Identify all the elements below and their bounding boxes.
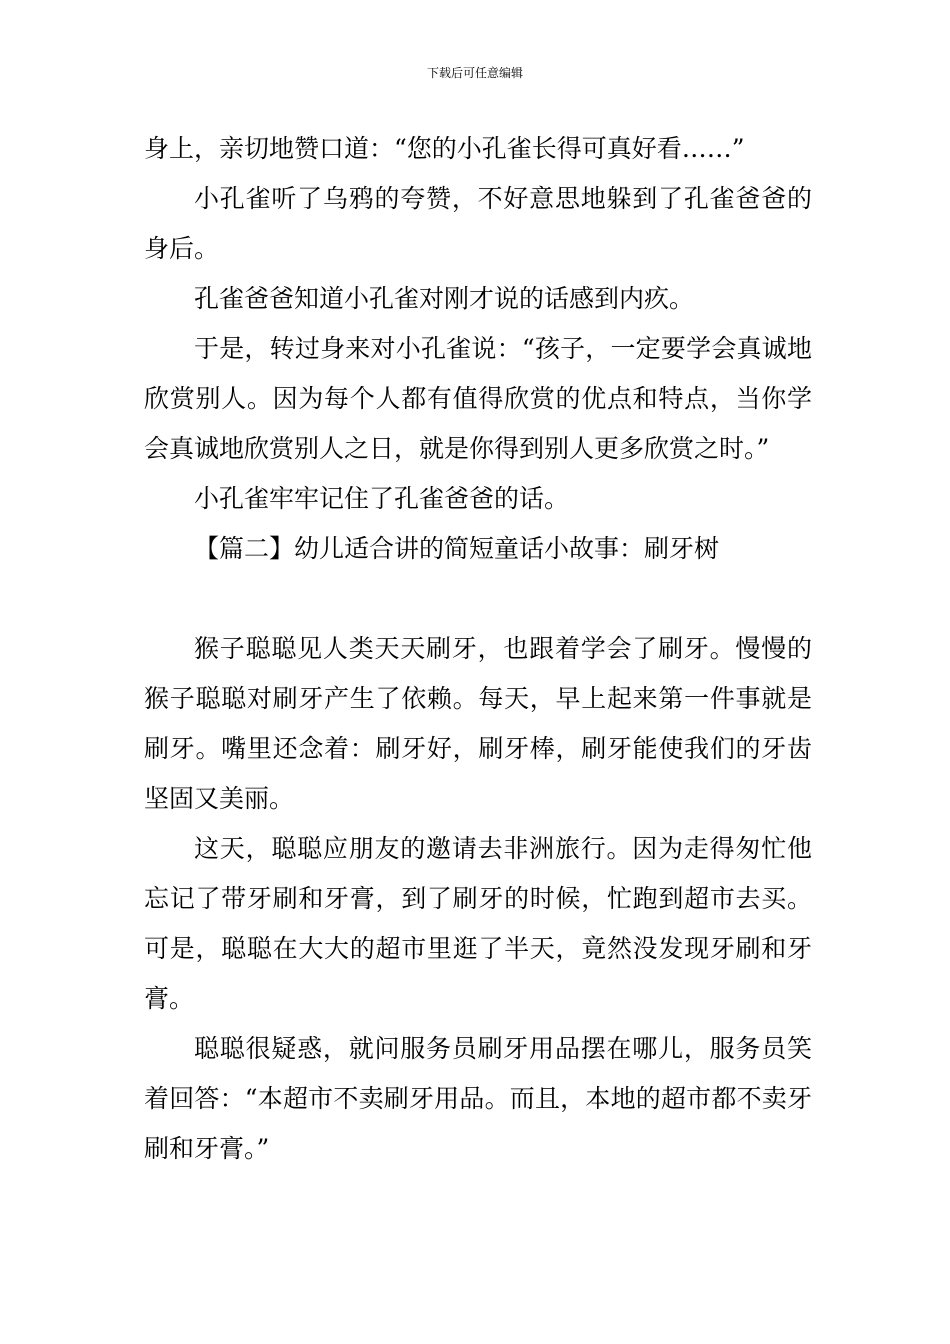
paragraph-1: 身上，亲切地赞口道：“您的小孔雀长得可真好看……” — [144, 134, 745, 163]
paragraph-3: 孔雀爸爸知道小孔雀对刚才说的话感到内疚。 — [194, 284, 695, 313]
paragraph-6: 猴子聪聪见人类天天刷牙，也跟着学会了刷牙。慢慢的猴子聪聪对刷牙产生了依赖。每天，早上起来第一件事就是刷牙。嘴里还念着：刷牙好，刷牙棒，刷牙能使我们的牙齿坚固又美丽。 — [144, 634, 812, 813]
paragraph-7: 这天，聪聪应朋友的邀请去非洲旅行。因为走得匆忙他忘记了带牙刷和牙膏，到了刷牙的时候，忙跑到超市去买。可是，聪聪在大大的超市里逛了半天，竟然没发现牙刷和牙膏。 — [144, 834, 812, 1013]
paragraph-4: 于是，转过身来对小孔雀说：“孩子，一定要学会真诚地欣赏别人。因为每个人都有值得欣赏的优点和特点，当你学会真诚地欣赏别人之日，就是你得到别人更多欣赏之时。” — [144, 334, 812, 463]
paragraph-8: 聪聪很疑惑，就问服务员刷牙用品摆在哪儿，服务员笑着回答：“本超市不卖刷牙用品。而且，本地的超市都不卖牙刷和牙膏。” — [144, 1034, 812, 1163]
document-body — [144, 124, 812, 1174]
paragraph-5: 小孔雀牢牢记住了孔雀爸爸的话。 — [194, 484, 570, 513]
page-header: 下载后可任意编辑 — [426, 66, 523, 80]
section-heading: 【篇二】幼儿适合讲的简短童话小故事：刷牙树 — [194, 534, 720, 563]
paragraph-2: 小孔雀听了乌鸦的夸赞，不好意思地躲到了孔雀爸爸的身后。 — [144, 184, 812, 263]
